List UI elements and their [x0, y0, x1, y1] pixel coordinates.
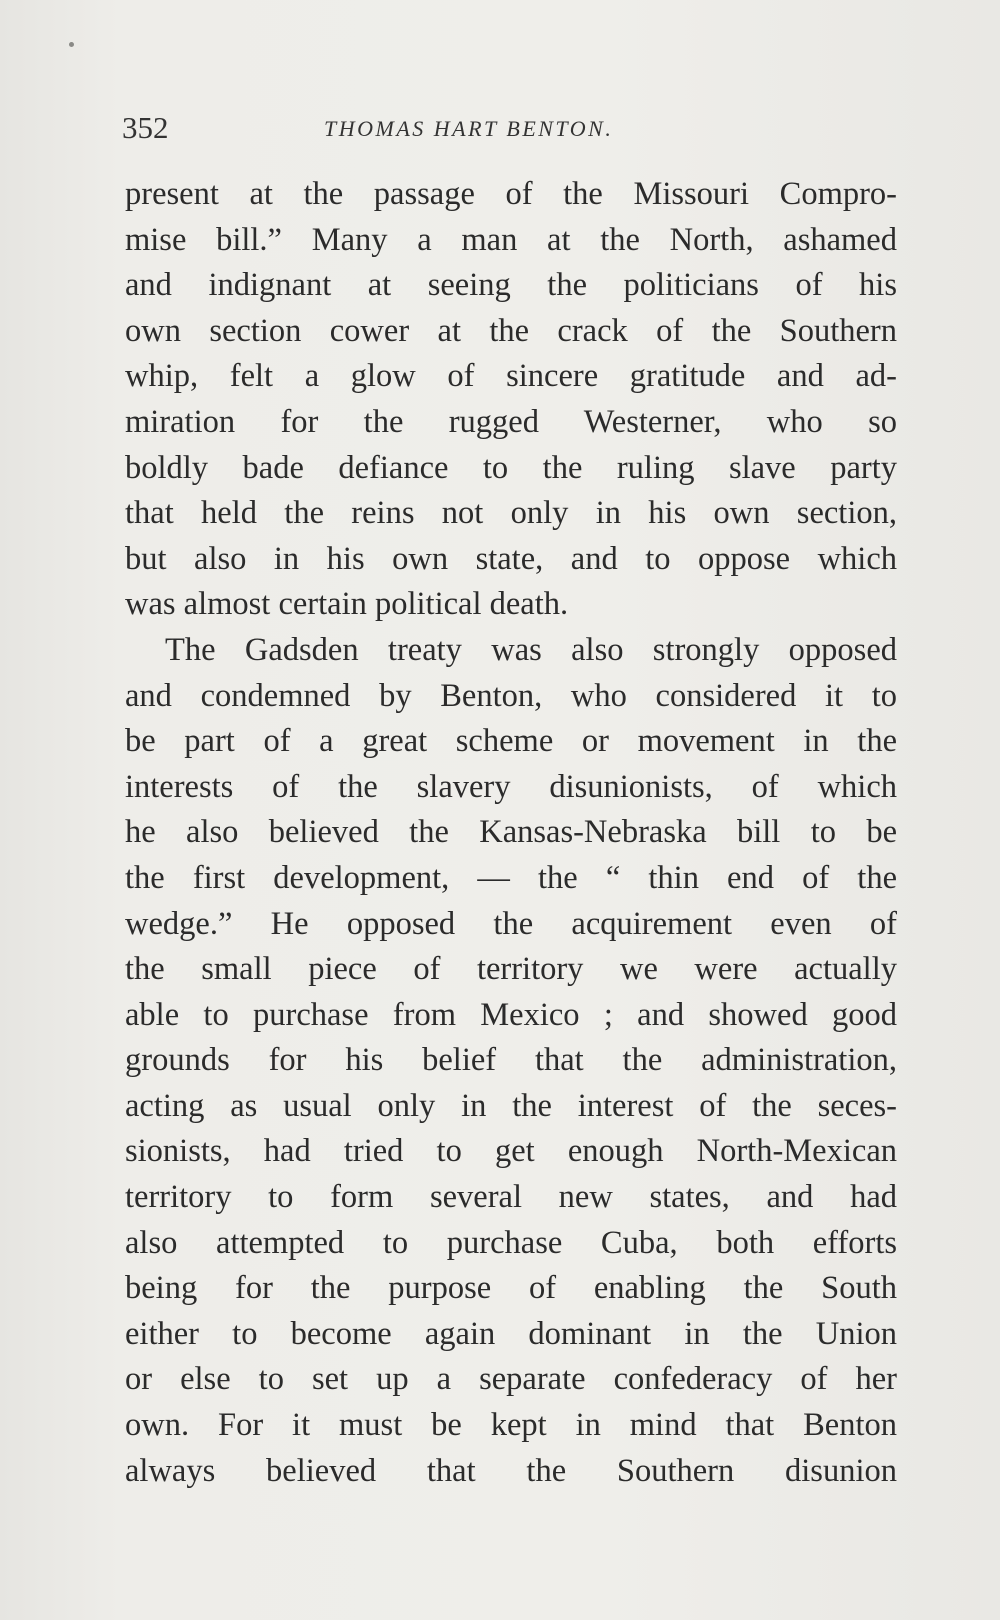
text-line: and indignant at seeing the politicians of his [125, 267, 897, 304]
text-line: that held the reins not only in his own section, [125, 495, 897, 532]
text-line: either to become again dominant in the Union [125, 1315, 897, 1352]
text-line: interests of the slavery disunionists, of which [125, 768, 897, 805]
text-line: the small piece of territory we were actually [125, 951, 897, 988]
paragraph-start-line: The Gadsden treaty was also strongly opposed [165, 631, 897, 668]
page-speck [69, 42, 74, 47]
text-line: miration for the rugged Westerner, who so [125, 403, 897, 440]
text-line: territory to form several new states, and had [125, 1179, 897, 1216]
text-line: mise bill.” Many a man at the North, ashamed [125, 221, 897, 258]
running-head: THOMAS HART BENTON. [324, 116, 614, 141]
text-line: grounds for his belief that the administration, [125, 1042, 897, 1079]
text-line: present at the passage of the Missouri Compro- [125, 176, 897, 212]
text-line: boldly bade defiance to the ruling slave party [125, 449, 897, 486]
text-line: or else to set up a separate confederacy of her [125, 1361, 897, 1398]
text-line: he also believed the Kansas-Nebraska bill to be [125, 814, 897, 851]
text-line: whip, felt a glow of sincere gratitude and ad- [125, 358, 897, 395]
text-line: the first development, — the “ thin end of the [125, 859, 897, 896]
text-line: own. For it must be kept in mind that Benton [125, 1407, 897, 1444]
text-line: wedge.” He opposed the acquirement even of [125, 905, 897, 942]
text-line: being for the purpose of enabling the South [125, 1270, 897, 1307]
body-text [125, 172, 897, 1494]
text-line: able to purchase from Mexico ; and showed good [125, 996, 897, 1033]
page-header [122, 110, 892, 150]
text-line: but also in his own state, and to oppose which [125, 540, 897, 577]
text-line: own section cower at the crack of the Southern [125, 312, 897, 349]
text-line: also attempted to purchase Cuba, both efforts [125, 1224, 897, 1261]
text-line: be part of a great scheme or movement in the [125, 723, 897, 760]
text-line: and condemned by Benton, who considered it to [125, 677, 897, 714]
text-line: sionists, had tried to get enough North-Mexican [125, 1133, 897, 1170]
paragraph-end-line: was almost certain political death. [125, 586, 569, 623]
text-line: acting as usual only in the interest of the seces- [125, 1087, 897, 1124]
page-number: 352 [122, 110, 169, 145]
text-line: always believed that the Southern disunion [125, 1452, 897, 1489]
